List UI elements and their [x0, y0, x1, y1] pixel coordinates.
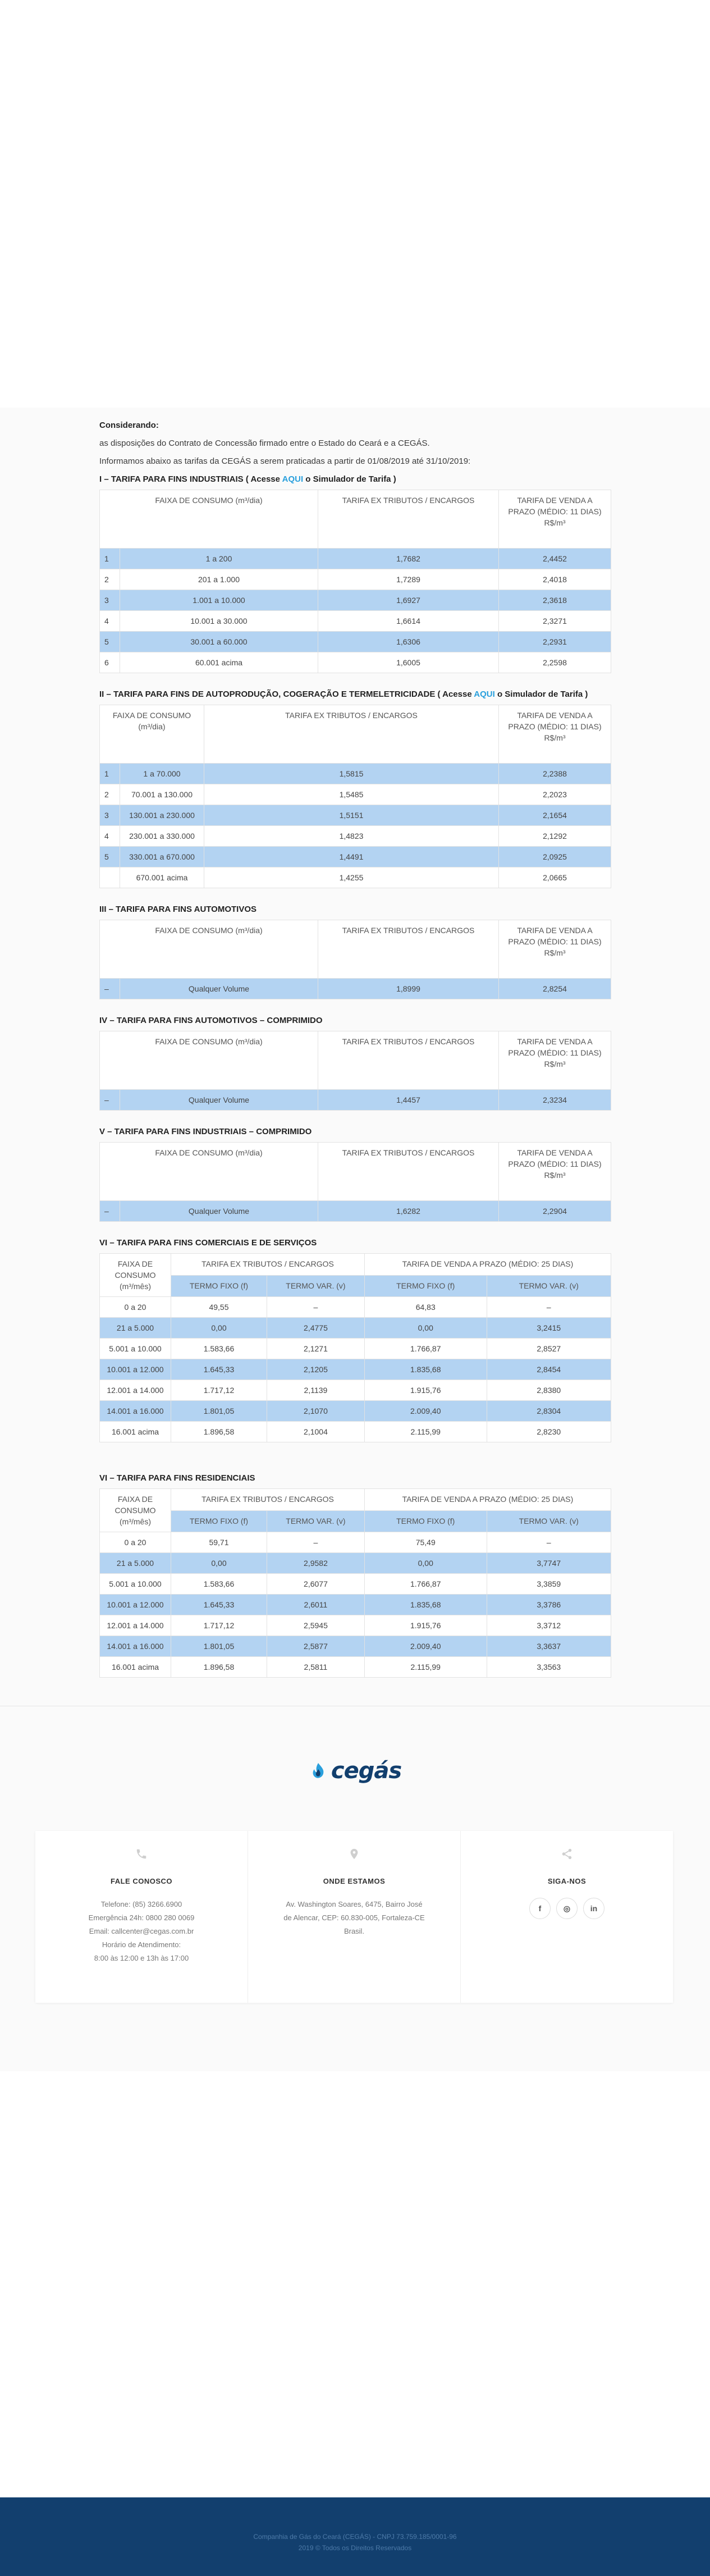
table-cell: 1,6005 [318, 652, 499, 673]
table-cell: 3,3712 [487, 1615, 611, 1636]
table-cell: 2,5811 [267, 1657, 364, 1678]
table-row: – Qualquer Volume 1,8999 2,8254 [100, 979, 611, 999]
col-header-ex: TARIFA EX TRIBUTOS / ENCARGOS [318, 490, 499, 549]
table-cell: 1.915,76 [364, 1380, 487, 1401]
table-cell: 2,4775 [267, 1318, 364, 1339]
contact-card [35, 1831, 248, 2003]
table-cell: 4 [100, 826, 120, 847]
table-cell: 2,2023 [499, 784, 611, 805]
col-header-venda: TARIFA DE VENDA A PRAZO (MÉDIO: 11 DIAS) R$/m³ [499, 1143, 611, 1201]
table-cell: 1,6614 [318, 611, 499, 632]
col-header-venda: TARIFA DE VENDA A PRAZO (MÉDIO: 11 DIAS) R$/m³ [499, 490, 611, 549]
table-cell: 30.001 a 60.000 [120, 632, 318, 652]
table-cell: 1.645,33 [171, 1359, 267, 1380]
section-4-title: IV – TARIFA PARA FINS AUTOMOTIVOS – COMPRIMIDO [99, 1016, 323, 1025]
contact-emergency[interactable]: Emergência 24h: 0800 280 0069 [88, 1913, 195, 1922]
blank-header-area [0, 0, 710, 408]
table-cell: 130.001 a 230.000 [120, 805, 204, 826]
table-autoproducao [99, 705, 611, 888]
table-cell: 5 [100, 632, 120, 652]
table-cell: 2,2598 [499, 652, 611, 673]
col-header-faixa: FAIXA DE CONSUMO (m³/dia) [100, 490, 318, 549]
table-row [100, 549, 611, 569]
table-cell: 1.835,68 [364, 1595, 487, 1615]
table-cell: 3,7747 [487, 1553, 611, 1574]
table-cell: 1,4491 [204, 847, 499, 867]
table-cell: 3 [100, 805, 120, 826]
table-cell: 1.896,58 [171, 1422, 267, 1442]
section-2-title: II – TARIFA PARA FINS DE AUTOPRODUÇÃO, COGERAÇÃO E TERMELETRICIDADE ( Acesse AQUI o Simulador de Tarifa ) [99, 689, 588, 699]
intro-line-2: Informamos abaixo as tarifas da CEGÁS a serem praticadas a partir de 01/08/2019 até 31/10/2019: [99, 456, 471, 466]
rows-residenciais [100, 1532, 611, 1678]
content-inner [99, 408, 611, 1678]
table-cell: 1,5151 [204, 805, 499, 826]
table-cell: 1,7289 [318, 569, 499, 590]
table-row [100, 652, 611, 673]
contact-hours-label: Horário de Atendimento: [102, 1940, 181, 1949]
col-header-ex: TARIFA EX TRIBUTOS / ENCARGOS [204, 705, 499, 764]
address-line-1: Av. Washington Soares, 6475, Bairro José [286, 1900, 423, 1908]
col-header-termo-var: TERMO VAR. (v) [267, 1275, 364, 1297]
col-header-termo-fixo: TERMO FIXO (f) [171, 1510, 267, 1532]
table-cell: 2,4018 [499, 569, 611, 590]
table-row [100, 1636, 611, 1657]
copyright-company: Companhia de Gás do Ceará (CEGÁS) - CNPJ 73.759.185/0001-96 [253, 2533, 457, 2541]
col-header-venda: TARIFA DE VENDA A PRAZO (MÉDIO: 11 DIAS) R$/m³ [499, 1031, 611, 1090]
table-row [100, 867, 611, 888]
table-cell: 1,6306 [318, 632, 499, 652]
section-1-title: I – TARIFA PARA FINS INDUSTRIAIS ( Acesse AQUI o Simulador de Tarifa ) [99, 474, 396, 484]
col-header-faixa: FAIXA DE CONSUMO (m³/dia) [100, 705, 204, 764]
table-cell: 10.001 a 12.000 [100, 1595, 171, 1615]
social-card [461, 1831, 673, 2003]
table-cell: 2,1292 [499, 826, 611, 847]
table-cell: 2,4452 [499, 549, 611, 569]
table-cell: 2,1070 [267, 1401, 364, 1422]
col-header-ex: TARIFA EX TRIBUTOS / ENCARGOS [171, 1254, 365, 1276]
col-header-termo-fixo: TERMO FIXO (f) [364, 1275, 487, 1297]
table-cell: 1.835,68 [364, 1359, 487, 1380]
table-cell: 1,7682 [318, 549, 499, 569]
col-header-ex: TARIFA EX TRIBUTOS / ENCARGOS [318, 920, 499, 979]
table-cell: 10.001 a 30.000 [120, 611, 318, 632]
table-industriais-comprimido [99, 1142, 611, 1222]
table-automotivos [99, 920, 611, 999]
col-header-termo-fixo: TERMO FIXO (f) [171, 1275, 267, 1297]
table-cell: 2.009,40 [364, 1636, 487, 1657]
table-row [100, 764, 611, 784]
table-cell: 10.001 a 12.000 [100, 1359, 171, 1380]
table-cell: 2 [100, 784, 120, 805]
table-cell: 670.001 acima [120, 867, 204, 888]
table-cell: 12.001 a 14.000 [100, 1380, 171, 1401]
table-row [100, 1595, 611, 1615]
table-cell: 3 [100, 590, 120, 611]
table-cell: – [267, 1297, 364, 1318]
table-cell: 0,00 [171, 1318, 267, 1339]
table-cell: 1.801,05 [171, 1636, 267, 1657]
table-cell: 3,3637 [487, 1636, 611, 1657]
col-header-venda: TARIFA DE VENDA A PRAZO (MÉDIO: 11 DIAS) R$/m³ [499, 920, 611, 979]
table-cell: 14.001 a 16.000 [100, 1401, 171, 1422]
table-cell: 2,1654 [499, 805, 611, 826]
table-cell: 16.001 acima [100, 1657, 171, 1678]
simulator-link-2[interactable]: AQUI [474, 689, 495, 699]
table-row [100, 611, 611, 632]
table-cell: 1.766,87 [364, 1339, 487, 1359]
location-title: ONDE ESTAMOS [323, 1877, 386, 1885]
table-cell: 1.896,58 [171, 1657, 267, 1678]
table-cell: 2.115,99 [364, 1422, 487, 1442]
contact-email[interactable]: Email: callcenter@cegas.com.br [89, 1927, 194, 1935]
col-header-ex: TARIFA EX TRIBUTOS / ENCARGOS [318, 1031, 499, 1090]
table-row [100, 632, 611, 652]
table-cell: 1 [100, 549, 120, 569]
contact-phone[interactable]: Telefone: (85) 3266.6900 [100, 1900, 182, 1908]
map-pin-icon [346, 1848, 363, 1865]
table-cell: 1.001 a 10.000 [120, 590, 318, 611]
table-row [100, 569, 611, 590]
table-cell: 21 a 5.000 [100, 1318, 171, 1339]
table-cell: 0 a 20 [100, 1297, 171, 1318]
table-cell: 16.001 acima [100, 1422, 171, 1442]
table-cell: 2,8527 [487, 1339, 611, 1359]
col-header-faixa: FAIXA DE CONSUMO (m³/mês) [100, 1254, 171, 1297]
table-row [100, 1359, 611, 1380]
table-row [100, 805, 611, 826]
table-cell: 2,5877 [267, 1636, 364, 1657]
table-cell: 2,5945 [267, 1615, 364, 1636]
table-cell: 2,8304 [487, 1401, 611, 1422]
rows-autoproducao [100, 764, 611, 888]
table-cell: 201 a 1.000 [120, 569, 318, 590]
table-cell: 0,00 [171, 1553, 267, 1574]
table-cell: 4 [100, 611, 120, 632]
table-automotivos-comprimido [99, 1031, 611, 1111]
table-cell: 2.115,99 [364, 1657, 487, 1678]
table-cell: 2,0665 [499, 867, 611, 888]
table-cell: 49,55 [171, 1297, 267, 1318]
col-header-ex: TARIFA EX TRIBUTOS / ENCARGOS [318, 1143, 499, 1201]
contact-hours: 8:00 às 12:00 e 13h às 17:00 [94, 1954, 189, 1962]
table-cell: 2 [100, 569, 120, 590]
table-cell: 2,3271 [499, 611, 611, 632]
table-cell: 2,1139 [267, 1380, 364, 1401]
contact-title: FALE CONOSCO [110, 1877, 172, 1885]
col-header-venda: TARIFA DE VENDA A PRAZO (MÉDIO: 11 DIAS) R$/m³ [499, 705, 611, 764]
col-header-venda: TARIFA DE VENDA A PRAZO (MÉDIO: 25 DIAS) [364, 1254, 611, 1276]
table-row: – Qualquer Volume 1,6282 2,2904 [100, 1201, 611, 1222]
table-row [100, 1318, 611, 1339]
table-cell: 5 [100, 847, 120, 867]
table-cell: 14.001 a 16.000 [100, 1636, 171, 1657]
table-cell: 75,49 [364, 1532, 487, 1553]
table-cell: 0,00 [364, 1318, 487, 1339]
table-cell: 2,1271 [267, 1339, 364, 1359]
table-cell: 1 a 70.000 [120, 764, 204, 784]
simulator-link-1[interactable]: AQUI [282, 474, 304, 484]
col-header-termo-var: TERMO VAR. (v) [487, 1510, 611, 1532]
social-links [461, 1898, 673, 1919]
table-cell: 2,1004 [267, 1422, 364, 1442]
table-cell: 59,71 [171, 1532, 267, 1553]
table-cell: 64,83 [364, 1297, 487, 1318]
table-cell: 1,5815 [204, 764, 499, 784]
col-header-venda: TARIFA DE VENDA A PRAZO (MÉDIO: 25 DIAS) [364, 1489, 611, 1511]
col-header-termo-var: TERMO VAR. (v) [487, 1275, 611, 1297]
table-cell: 2,0925 [499, 847, 611, 867]
table-row [100, 1657, 611, 1678]
table-row [100, 1574, 611, 1595]
table-residenciais [99, 1488, 611, 1678]
table-cell: 5.001 a 10.000 [100, 1339, 171, 1359]
col-header-ex: TARIFA EX TRIBUTOS / ENCARGOS [171, 1489, 365, 1511]
table-cell: 2.009,40 [364, 1401, 487, 1422]
table-cell: 6 [100, 652, 120, 673]
table-cell: 2,8230 [487, 1422, 611, 1442]
table-cell: 60.001 acima [120, 652, 318, 673]
table-cell: 1.717,12 [171, 1615, 267, 1636]
table-cell: 1,4255 [204, 867, 499, 888]
table-row [100, 784, 611, 805]
address-line-3: Brasil. [343, 1927, 365, 1935]
intro-line-1: as disposições do Contrato de Concessão firmado entre o Estado do Ceará e a CEGÁS. [99, 439, 430, 448]
table-cell: 0,00 [364, 1553, 487, 1574]
table-row [100, 1553, 611, 1574]
table-cell: 1,5485 [204, 784, 499, 805]
col-header-faixa: FAIXA DE CONSUMO (m³/dia) [100, 1143, 318, 1201]
col-header-faixa: FAIXA DE CONSUMO (m³/mês) [100, 1489, 171, 1532]
section-7-title: VI – TARIFA PARA FINS RESIDENCIAIS [99, 1473, 255, 1483]
table-row [100, 1380, 611, 1401]
address-line-2: de Alencar, CEP: 60.830-005, Fortaleza-CE [283, 1913, 425, 1922]
table-cell: 5.001 a 10.000 [100, 1574, 171, 1595]
table-cell: 3,3563 [487, 1657, 611, 1678]
footer [0, 1706, 710, 2071]
copyright-rights: 2019 © Todos os Direitos Reservados [298, 2544, 412, 2552]
table-cell: 330.001 a 670.000 [120, 847, 204, 867]
rows-industrial [100, 549, 611, 673]
table-cell: 1.766,87 [364, 1574, 487, 1595]
table-cell: 3,3786 [487, 1595, 611, 1615]
table-cell [100, 867, 120, 888]
table-cell: 1.801,05 [171, 1401, 267, 1422]
table-row [100, 1422, 611, 1442]
table-row [100, 1615, 611, 1636]
col-header-termo-fixo: TERMO FIXO (f) [364, 1510, 487, 1532]
location-card [248, 1831, 461, 2003]
table-cell: 3,2415 [487, 1318, 611, 1339]
phone-icon [133, 1848, 150, 1865]
table-row [100, 847, 611, 867]
table-cell: 230.001 a 330.000 [120, 826, 204, 847]
table-row [100, 1401, 611, 1422]
table-cell: 1 [100, 764, 120, 784]
table-cell: 2,3618 [499, 590, 611, 611]
col-header-faixa: FAIXA DE CONSUMO (m³/dia) [100, 1031, 318, 1090]
table-cell: 1.915,76 [364, 1615, 487, 1636]
table-cell: 3,3859 [487, 1574, 611, 1595]
table-comerciais [99, 1253, 611, 1442]
table-industrial [99, 490, 611, 673]
share-icon [558, 1848, 575, 1865]
section-3-title: III – TARIFA PARA FINS AUTOMOTIVOS [99, 905, 257, 914]
facebook-icon[interactable]: f [529, 1898, 551, 1919]
table-cell: 1 a 200 [120, 549, 318, 569]
table-row [100, 1297, 611, 1318]
table-cell: 1,4823 [204, 826, 499, 847]
table-row [100, 1339, 611, 1359]
col-header-termo-var: TERMO VAR. (v) [267, 1510, 364, 1532]
table-cell: 0 a 20 [100, 1532, 171, 1553]
table-cell: – [267, 1532, 364, 1553]
rows-comerciais [100, 1297, 611, 1442]
col-header-faixa: FAIXA DE CONSUMO (m³/dia) [100, 920, 318, 979]
table-cell: 2,1205 [267, 1359, 364, 1380]
table-row [100, 590, 611, 611]
table-row: – Qualquer Volume 1,4457 2,3234 [100, 1090, 611, 1111]
table-row [100, 826, 611, 847]
logo-text: cegás [331, 1758, 402, 1784]
table-cell: 2,8380 [487, 1380, 611, 1401]
table-cell: 1.583,66 [171, 1574, 267, 1595]
table-cell: 2,8454 [487, 1359, 611, 1380]
table-cell: 2,2931 [499, 632, 611, 652]
flame-icon [309, 1761, 328, 1780]
table-cell: 1.717,12 [171, 1380, 267, 1401]
table-cell: 2,6077 [267, 1574, 364, 1595]
copyright-bar [0, 2497, 710, 2576]
cegas-logo[interactable] [302, 1754, 409, 1788]
table-cell: 1,6927 [318, 590, 499, 611]
table-cell: – [487, 1297, 611, 1318]
table-cell: 2,2388 [499, 764, 611, 784]
instagram-icon[interactable]: ◎ [556, 1898, 578, 1919]
table-cell: 21 a 5.000 [100, 1553, 171, 1574]
table-cell: 12.001 a 14.000 [100, 1615, 171, 1636]
cut-off-line [99, 408, 611, 420]
table-cell: 2,9582 [267, 1553, 364, 1574]
table-cell: 1.645,33 [171, 1595, 267, 1615]
table-cell: 70.001 a 130.000 [120, 784, 204, 805]
footer-cards [35, 1831, 673, 2003]
table-row [100, 1532, 611, 1553]
section-5-title: V – TARIFA PARA FINS INDUSTRIAIS – COMPRIMIDO [99, 1127, 312, 1136]
table-cell: 2,6011 [267, 1595, 364, 1615]
main-content [0, 408, 710, 1706]
linkedin-icon[interactable]: in [583, 1898, 604, 1919]
section-6-title: VI – TARIFA PARA FINS COMERCIAIS E DE SERVIÇOS [99, 1238, 317, 1248]
table-cell: – [487, 1532, 611, 1553]
table-cell: 1.583,66 [171, 1339, 267, 1359]
social-title: SIGA-NOS [547, 1877, 587, 1885]
considerando-label: Considerando: [99, 421, 159, 430]
